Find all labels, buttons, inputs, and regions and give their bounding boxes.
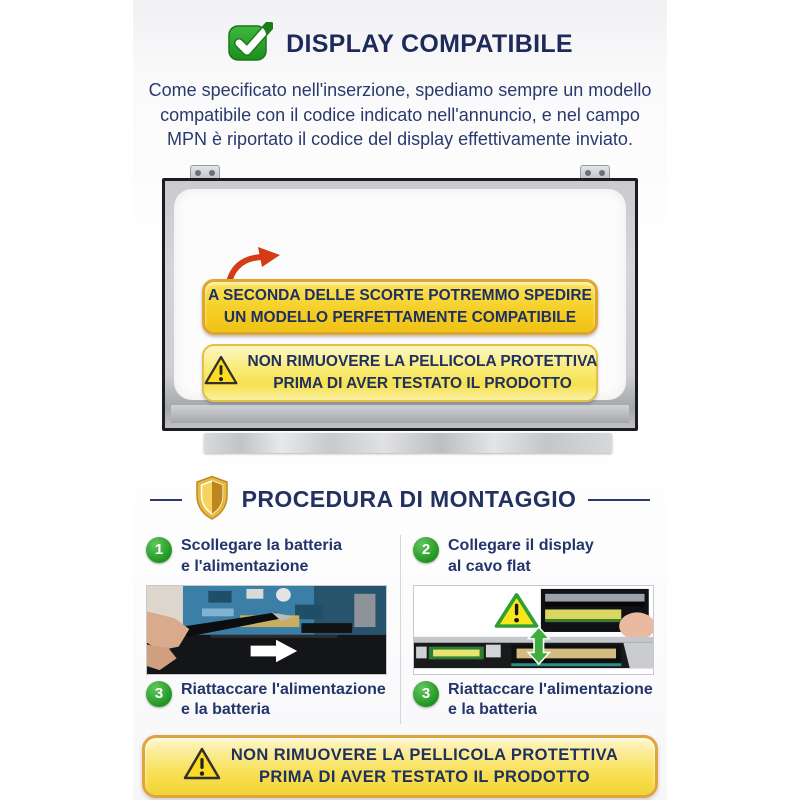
procedure-steps — [146, 531, 654, 728]
step-3-left — [146, 680, 387, 722]
stock-notice-line2: UN MODELLO PERFETTAMENTE COMPATIBILE — [223, 308, 577, 326]
step-3-left-line1: Riattaccare l'alimentazione — [181, 680, 386, 698]
step-1-line1: Scollegare la batteria — [181, 536, 342, 554]
footer-warning-line1: NON RIMUOVERE LA PELLICOLA PROTETTIVA — [230, 746, 619, 765]
step-3-right-line1: Riattaccare l'alimentazione — [448, 680, 653, 698]
step-3-left-line2: e la batteria — [181, 701, 270, 719]
film-warning-line1: NON RIMUOVERE LA PELLICOLA PROTETTIVA — [247, 353, 598, 371]
step-number-badge: 3 — [146, 681, 172, 707]
listing-infographic — [133, 0, 667, 800]
stock-notice-label — [202, 279, 598, 335]
stock-notice-line1: A SECONDA DELLE SCORTE POTREMMO SPEDIRE — [208, 287, 592, 305]
footer-warning-line2: PRIMA DI AVER TESTATO IL PRODOTTO — [259, 768, 590, 787]
warning-triangle-icon — [182, 746, 222, 787]
foil-strip — [204, 433, 612, 453]
page-title: DISPLAY COMPATIBILE — [286, 30, 573, 58]
procedure-title: PROCEDURA DI MONTAGGIO — [241, 486, 577, 513]
screw-hole — [195, 170, 201, 176]
check-icon — [227, 22, 273, 67]
step-1 — [146, 536, 387, 578]
step-2-line1: Collegare il display — [448, 536, 594, 554]
shield-icon — [194, 475, 230, 525]
warning-triangle-icon — [203, 354, 239, 392]
step-number-badge: 2 — [413, 537, 439, 563]
footer-warning-banner — [142, 735, 658, 798]
step-number-badge: 3 — [413, 681, 439, 707]
step-1-line2: e l'alimentazione — [181, 557, 309, 575]
intro-paragraph: Come specificato nell'inserzione, spediamo sempre un modello compatibile con il codice indicato nell'annuncio, e nel campo MPN è riportato il codice del display effettivamente inviato. — [148, 80, 652, 150]
film-warning-line2: PRIMA DI AVER TESTATO IL PRODOTTO — [273, 374, 572, 392]
step1-photo — [146, 585, 387, 675]
step2-photo — [413, 585, 654, 675]
step-3-right-line2: e la batteria — [448, 701, 537, 719]
screw-hole — [209, 170, 215, 176]
step-3-right — [413, 680, 654, 722]
screw-hole — [599, 170, 605, 176]
header — [133, 0, 667, 67]
film-warning-label — [202, 344, 598, 402]
divider-line — [150, 499, 182, 501]
screw-hole — [585, 170, 591, 176]
procedure-header — [133, 475, 667, 525]
step-2 — [413, 536, 654, 578]
panel-bottom-edge — [171, 405, 629, 423]
motherboard-photo — [147, 586, 386, 674]
step-2-line2: al cavo flat — [448, 557, 531, 575]
lcd-panel-figure — [162, 165, 638, 453]
connector-photo — [414, 586, 653, 674]
divider-line — [588, 499, 650, 501]
step-number-badge: 1 — [146, 537, 172, 563]
column-divider — [400, 535, 401, 724]
